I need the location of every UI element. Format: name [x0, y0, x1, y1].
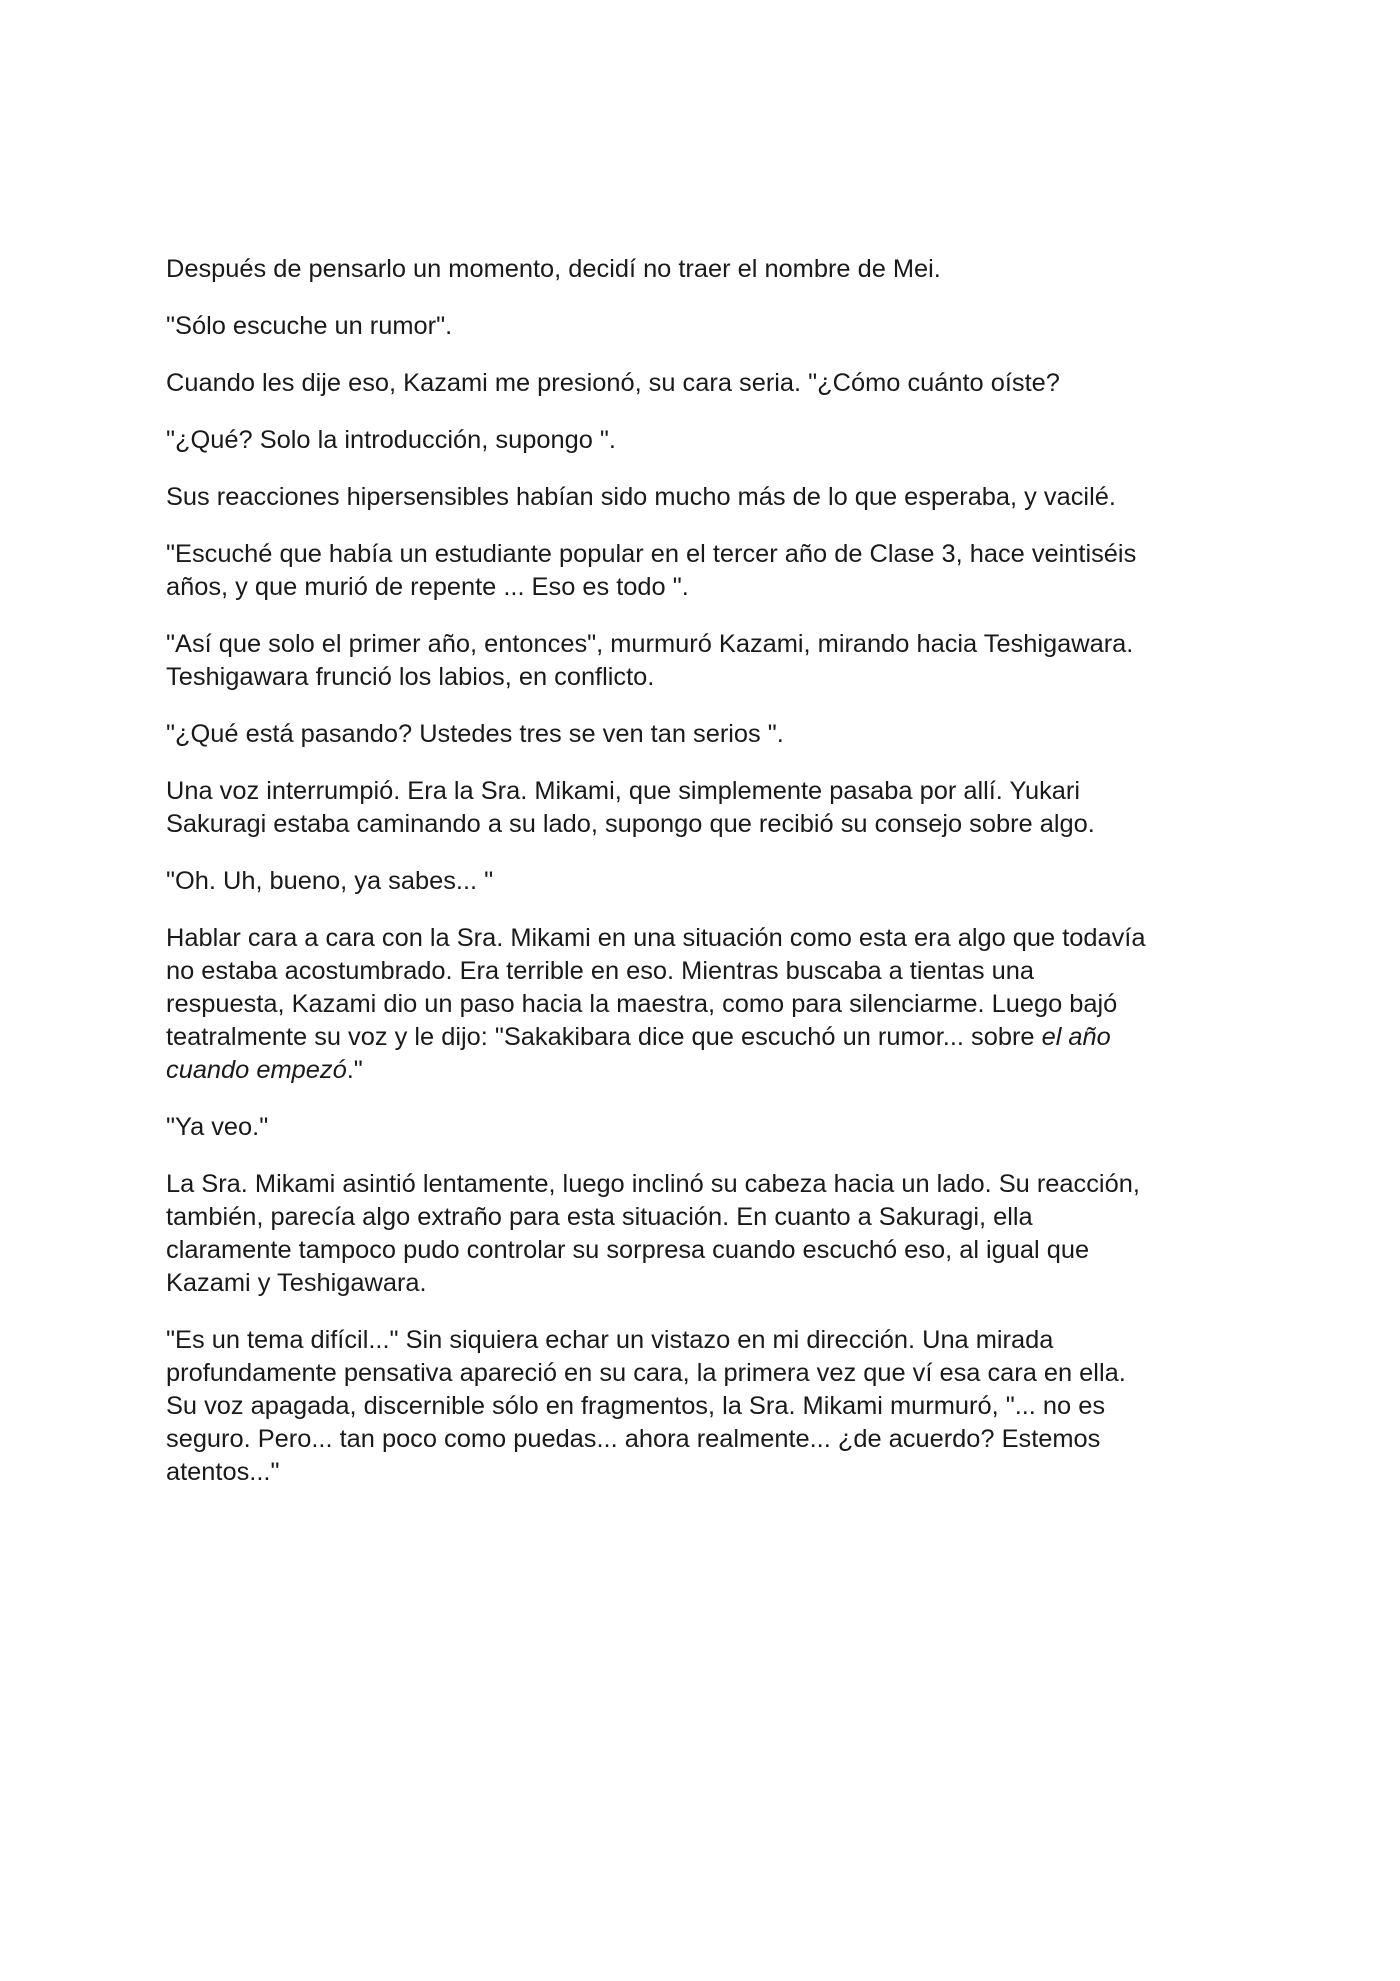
- paragraph: Después de pensarlo un momento, decidí no traer el nombre de Mei.: [166, 255, 941, 283]
- paragraph: "Ya veo.": [166, 1113, 269, 1141]
- paragraph-text: .": [346, 1056, 363, 1084]
- paragraph: "Escuché que había un estudiante popular en el tercer año de Clase 3, hace veintiséis años, y que murió de repente ... Eso es todo ".: [166, 540, 1137, 601]
- paragraph: "Sólo escuche un rumor".: [166, 312, 453, 340]
- italic-phrase: el año cuando empezó: [166, 1023, 1111, 1084]
- paragraph-text: Hablar cara a cara con la Sra. Mikami en una situación como esta era algo que todavía no estaba acostumbrado. Era terrible en eso. Mientras buscaba a tientas una respuesta, Kazami dio un paso hacia la maestra, como para silenciarme. Luego bajó teatralmente su voz y le dijo: "Sakakibara dice que escuchó un rumor... sobre: [166, 924, 1146, 1051]
- paragraph: "¿Qué está pasando? Ustedes tres se ven tan serios ".: [166, 720, 784, 748]
- paragraph: Una voz interrumpió. Era la Sra. Mikami, que simplemente pasaba por allí. Yukari Sakuragi estaba caminando a su lado, supongo que recibió su consejo sobre algo.: [166, 777, 1095, 838]
- paragraph: La Sra. Mikami asintió lentamente, luego inclinó su cabeza hacia un lado. Su reacción, también, parecía algo extraño para esta situación. En cuanto a Sakuragi, ella claramente tampoco pudo controlar su sorpresa cuando escuchó eso, al igual que Kazami y Teshigawara.: [166, 1170, 1140, 1297]
- paragraph: "¿Qué? Solo la introducción, supongo ".: [166, 426, 616, 454]
- paragraph: "Es un tema difícil..." Sin siquiera echar un vistazo en mi dirección. Una mirada profundamente pensativa apareció en su cara, la primera vez que ví esa cara en ella. Su voz apagada, discernible sólo en fragmentos, la Sra. Mikami murmuró, "... no es seguro. Pero... tan poco como puedas... ahora realmente... ¿de acuerdo? Estemos atentos...": [166, 1326, 1126, 1486]
- paragraph: "Oh. Uh, bueno, ya sabes... ": [166, 867, 494, 895]
- document-body: [166, 253, 1246, 1513]
- paragraph: [166, 922, 1246, 1087]
- paragraph: Sus reacciones hipersensibles habían sido mucho más de lo que esperaba, y vacilé.: [166, 483, 1116, 511]
- paragraph: "Así que solo el primer año, entonces", murmuró Kazami, mirando hacia Teshigawara. Teshigawara frunció los labios, en conflicto.: [166, 630, 1134, 691]
- paragraph: Cuando les dije eso, Kazami me presionó, su cara seria. "¿Cómo cuánto oíste?: [166, 369, 1060, 397]
